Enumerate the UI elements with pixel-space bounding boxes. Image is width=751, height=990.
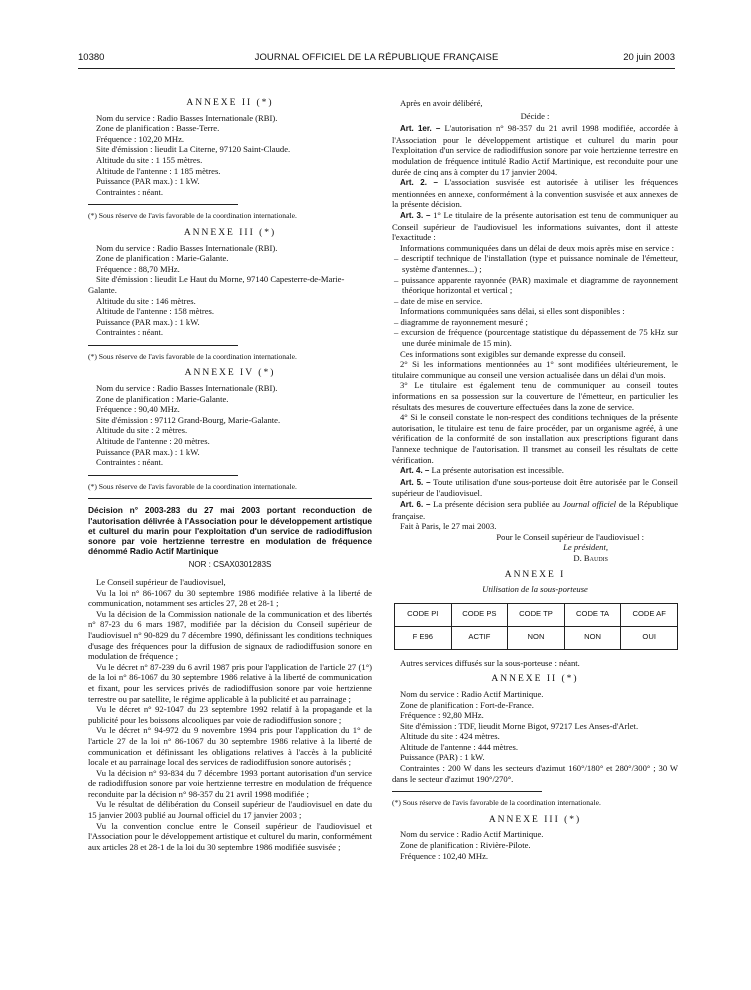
annex-line: Contraintes : néant. bbox=[96, 186, 164, 197]
annex-title: ANNEXE IV (*) bbox=[184, 368, 276, 379]
table-header: CODE TA bbox=[564, 603, 621, 626]
issue-date: 20 juin 2003 bbox=[623, 52, 675, 63]
annex-3-riviere-pilote bbox=[392, 815, 678, 861]
table-cell: NON bbox=[564, 626, 621, 649]
article-3-paragraph: Ces informations sont exigibles sur demande expresse du conseil. bbox=[400, 348, 626, 359]
table-header-row bbox=[395, 603, 678, 626]
article-text: La présente décision sera publiée au bbox=[433, 498, 561, 509]
article-3-paragraph: 4° Si le conseil constate le non-respect des conditions techniques de la présente autorisation, le titulaire est tenu de faire procéder, par un organisme agréé, à une vérification de la conformité de son installation aux prescriptions figurant dans l'annexe technique de l'autorisation. Il transmet au conseil les résultats de cette vérification. bbox=[392, 412, 678, 465]
annex-line: Altitude de l'antenne : 1 185 mètres. bbox=[96, 165, 221, 176]
annex-title: ANNEXE III (*) bbox=[183, 227, 277, 238]
subcarrier-table bbox=[394, 603, 678, 650]
annex-line: Fréquence : 88,70 MHz. bbox=[96, 263, 180, 274]
table-header: CODE AF bbox=[621, 603, 678, 626]
annex-line: Altitude du site : 2 mètres. bbox=[96, 425, 188, 436]
header-rule bbox=[78, 68, 675, 69]
annex-line: Nom du service : Radio Basses Internationale (RBI). bbox=[96, 242, 278, 253]
left-column bbox=[88, 98, 372, 852]
annex-line: Site d'émission : lieudit La Citerne, 97120 Saint-Claude. bbox=[96, 144, 291, 155]
annex-title: ANNEXE II (*) bbox=[491, 674, 579, 685]
section-rule bbox=[88, 498, 372, 499]
article-2 bbox=[392, 177, 678, 210]
table-header: CODE PS bbox=[451, 603, 508, 626]
annex-line: Fréquence : 92,80 MHz. bbox=[400, 710, 484, 721]
signature-name: D. Baudis bbox=[573, 552, 608, 563]
table-cell: F E96 bbox=[395, 626, 452, 649]
article-text: de la République française. bbox=[392, 498, 679, 521]
article-label: Art. 1er. – bbox=[400, 124, 441, 134]
footnote: (*) Sous réserve de l'avis favorable de la coordination internationale. bbox=[88, 481, 297, 491]
page-number: 10380 bbox=[78, 52, 105, 63]
article-text: 1° Le titulaire de la présente autorisation est tenu de communiquer au Conseil supérieur de l'audiovisuel les informations suivantes, dont il atteste l'exactitude : bbox=[392, 209, 678, 243]
done-at: Fait à Paris, le 27 mai 2003. bbox=[400, 521, 497, 532]
annex-line: Altitude de l'antenne : 158 mètres. bbox=[96, 306, 215, 317]
annex-line: Zone de planification : Rivière-Pilote. bbox=[400, 840, 531, 851]
annex-line: Altitude de l'antenne : 20 mètres. bbox=[96, 436, 210, 447]
annex-line: Zone de planification : Marie-Galante. bbox=[96, 393, 229, 404]
annex-line: Altitude du site : 146 mètres. bbox=[96, 295, 196, 306]
list-item: – excursion de fréquence (pourcentage statistique du dépassement de 75 kHz sur une durée minimale de 15 min). bbox=[394, 327, 678, 349]
table-header: CODE TP bbox=[508, 603, 565, 626]
article-text: La présente autorisation est incessible. bbox=[431, 465, 564, 476]
table-row bbox=[395, 626, 678, 649]
annex-line: Nom du service : Radio Actif Martinique. bbox=[400, 829, 544, 840]
annex-4-grand-bourg bbox=[88, 368, 372, 492]
annex-line: Site d'émission : TDF, lieudit Morne Bigot, 97217 Les Anses-d'Arlet. bbox=[400, 720, 639, 731]
article-3 bbox=[392, 210, 678, 243]
article-text: L'autorisation n° 98-357 du 21 avril 1998 modifiée, accordée à l'Association pour le développement artistique et culturel du marin pour l'exploitation d'un service de radiodiffusion sonore par voie hertzienne terrestre en modulation de fréquence intitulé Radio Actif Martinique, est reconduite pour une durée de cinq ans à compter du 17 janvier 2004. bbox=[392, 123, 678, 177]
recital: Vu la décision n° 93-834 du 7 décembre 1993 portant autorisation d'un service de radiodiffusion sonore par voie hertzienne terrestre en modulation de fréquence reconduite par la décision n° 98-357 du 21 avril 1998 modifiée ; bbox=[88, 767, 372, 799]
recital: Vu le décret n° 87-239 du 6 avril 1987 pris pour l'application de l'article 27 (1°) de la loi n° 86-1067 du 30 septembre 1986 relative à la liberté de communication et fixant, pour les services privés de radiodiffusion sonore par voie hertzienne terrestre ou par satellite, le régime applicable à la publicité et au parrainage ; bbox=[88, 661, 372, 704]
annex-line: Fréquence : 102,40 MHz. bbox=[400, 850, 489, 861]
footnote-rule bbox=[88, 475, 238, 476]
annex-title: ANNEXE I bbox=[504, 569, 566, 580]
annex-3-marie-galante bbox=[88, 228, 372, 363]
annex-title: ANNEXE III (*) bbox=[488, 814, 582, 825]
annex-line: Altitude du site : 424 mètres. bbox=[400, 731, 500, 742]
intro: Après en avoir délibéré, bbox=[400, 98, 483, 108]
article-text: Toute utilisation d'une sous-porteuse doit être autorisée par le Conseil supérieur de l'audiovisuel. bbox=[392, 476, 678, 499]
list-item: – puissance apparente rayonnée (PAR) maximale et diagramme de rayonnement théorique horizontal et vertical ; bbox=[394, 274, 678, 296]
annex-line: Puissance (PAR max.) : 1 kW. bbox=[96, 176, 200, 187]
signature-line: Pour le Conseil supérieur de l'audiovisuel : bbox=[496, 531, 644, 542]
info-no-delay: Informations communiquées sans délai, si elles sont disponibles : bbox=[400, 306, 625, 317]
table-cell: NON bbox=[508, 626, 565, 649]
annex-line: Contraintes : néant. bbox=[96, 327, 164, 338]
annex-line: Nom du service : Radio Basses Internationale (RBI). bbox=[96, 112, 278, 123]
article-label: Art. 6. – bbox=[400, 499, 431, 509]
list-item: – descriptif technique de l'installation (type et puissance nominale de l'émetteur, système d'antennes...) ; bbox=[394, 253, 678, 274]
annex-line: Site d'émission : lieudit Le Haut du Morne, 97140 Capesterre-de-Marie-Galante. bbox=[88, 274, 345, 295]
annex-line: Puissance (PAR) : 1 kW. bbox=[400, 752, 485, 763]
article-label: Art. 2. – bbox=[400, 178, 438, 188]
decision-title: Décision n° 2003-283 du 27 mai 2003 portant reconduction de l'autorisation délivrée à l'Association pour le développement artistique et culturel du marin pour l'exploitation d'un service de radiodiffusion sonore par voie hertzienne terrestre en modulation de fréquence dénommé Radio Actif Martinique bbox=[88, 505, 372, 557]
journal-title: JOURNAL OFFICIEL DE LA RÉPUBLIQUE FRANÇAISE bbox=[254, 52, 499, 63]
annex-line: Fréquence : 90,40 MHz. bbox=[96, 404, 180, 415]
footnote: (*) Sous réserve de l'avis favorable de la coordination internationale. bbox=[392, 798, 601, 808]
annex-2-basse-terre bbox=[88, 98, 372, 222]
recital: Vu le décret n° 92-1047 du 23 septembre 1992 relatif à la propagande et la publicité pour les boissons alcooliques par voie de radiodiffusion sonore ; bbox=[88, 704, 372, 725]
footnote: (*) Sous réserve de l'avis favorable de la coordination internationale. bbox=[88, 211, 297, 221]
nor-reference: NOR : CSAX0301283S bbox=[188, 560, 272, 570]
article-3-paragraph: 3° Le titulaire est également tenu de communiquer au conseil toutes informations en sa possession sur la couverture de l'émetteur, en particulier les résultats des mesures de couverture effectuées dans la zone de service. bbox=[392, 380, 678, 412]
annex-line: Altitude du site : 1 155 mètres. bbox=[96, 154, 203, 165]
signature-role: Le président, bbox=[563, 542, 608, 553]
recital: Vu la convention conclue entre le Conseil supérieur de l'audiovisuel et l'Association pour le développement artistique et culturel du marin, conformément aux articles 28 et 28-1 de la loi du 30 septembre 1986 modifiée susvisée ; bbox=[88, 820, 372, 852]
recital: Vu le résultat de délibération du Conseil supérieur de l'audiovisuel en date du 15 janvier 2003 publié au Journal officiel du 17 janvier 2003 ; bbox=[88, 799, 372, 821]
annex-subtitle: Utilisation de la sous-porteuse bbox=[482, 584, 588, 595]
article-label: Art. 3. – bbox=[400, 210, 431, 220]
footnote-rule bbox=[392, 791, 542, 792]
article-label: Art. 4. – bbox=[400, 466, 430, 476]
annex-line: Puissance (PAR max.) : 1 kW. bbox=[96, 316, 200, 327]
footnote-rule bbox=[88, 204, 238, 205]
annex-line: Zone de planification : Basse-Terre. bbox=[96, 123, 220, 134]
article-4 bbox=[392, 465, 678, 477]
list-item: – date de mise en service. bbox=[394, 295, 483, 306]
recital: Vu le décret n° 94-972 du 9 novembre 1994 pris pour l'application du 1° de l'article 27 de la loi n° 86-1067 du 30 septembre 1986 relative à la liberté de communication et définissant les obligations relatives à l'accès à la publicité locale et au parrainage local des services de radiodiffusion sonore autorisés ; bbox=[88, 725, 372, 768]
annex-line: Zone de planification : Marie-Galante. bbox=[96, 253, 229, 264]
other-services: Autres services diffusés sur la sous-porteuse : néant. bbox=[400, 657, 580, 668]
annex-line: Nom du service : Radio Actif Martinique. bbox=[400, 688, 544, 699]
article-3-paragraph: 2° Si les informations mentionnées au 1° sont modifiées ultérieurement, le titulaire communique au conseil une version actualisée dans un délai d'un mois. bbox=[392, 359, 678, 380]
table-header: CODE PI bbox=[395, 603, 452, 626]
annex-line: Nom du service : Radio Basses Internationale (RBI). bbox=[96, 383, 278, 394]
info-two-months: Informations communiquées dans un délai de deux mois après mise en service : bbox=[400, 242, 674, 253]
annex-line: Altitude de l'antenne : 444 mètres. bbox=[400, 741, 519, 752]
page-header bbox=[78, 52, 675, 66]
recital: Vu la décision de la Commission nationale de la communication et des libertés n° 87-23 du 6 mars 1987, modifiée par la décision du Conseil supérieur de l'audiovisuel n° 90-829 du 7 décembre 1990, définissant les conditions techniques d'usage des fréquences pour la diffusion de signaux de radiodiffusion sonore en modulation de fréquence ; bbox=[88, 608, 372, 662]
annex-line: Zone de planification : Fort-de-France. bbox=[400, 699, 534, 710]
annex-line: Puissance (PAR max.) : 1 kW. bbox=[96, 446, 200, 457]
annex-line: Site d'émission : 97112 Grand-Bourg, Marie-Galante. bbox=[96, 414, 281, 425]
article-1 bbox=[392, 123, 678, 177]
annex-line: Contraintes : 200 W dans les secteurs d'azimut 160°/180° et 280°/300° ; 30 W dans le secteur d'azimut 190°/270°. bbox=[392, 763, 678, 784]
annex-line: Contraintes : néant. bbox=[96, 457, 164, 468]
article-5 bbox=[392, 477, 678, 499]
article-text: L'association susvisée est autorisée à utiliser les fréquences mentionnées en annexe, conformément à la convention susvisée et aux annexes de la présente décision. bbox=[392, 177, 678, 210]
decide: Décide : bbox=[520, 110, 550, 121]
annex-line: Fréquence : 102,20 MHz. bbox=[96, 133, 185, 144]
article-label: Art. 5. – bbox=[400, 477, 431, 487]
annex-title: ANNEXE II (*) bbox=[186, 98, 274, 108]
footnote-rule bbox=[88, 345, 238, 346]
journal-officiel-ref: Journal officiel bbox=[562, 498, 617, 509]
list-item: – diagramme de rayonnement mesuré ; bbox=[394, 316, 528, 327]
right-column bbox=[392, 98, 678, 861]
footnote: (*) Sous réserve de l'avis favorable de la coordination internationale. bbox=[88, 351, 297, 361]
recital: Le Conseil supérieur de l'audiovisuel, bbox=[96, 577, 226, 588]
table-cell: ACTIF bbox=[451, 626, 508, 649]
recital: Vu la loi n° 86-1067 du 30 septembre 1986 modifiée relative à la liberté de communication, notamment ses articles 27, 28 et 28-1 ; bbox=[88, 587, 372, 609]
article-6 bbox=[392, 499, 678, 521]
annex-2-fort-de-france bbox=[392, 674, 678, 809]
table-cell: OUI bbox=[621, 626, 678, 649]
